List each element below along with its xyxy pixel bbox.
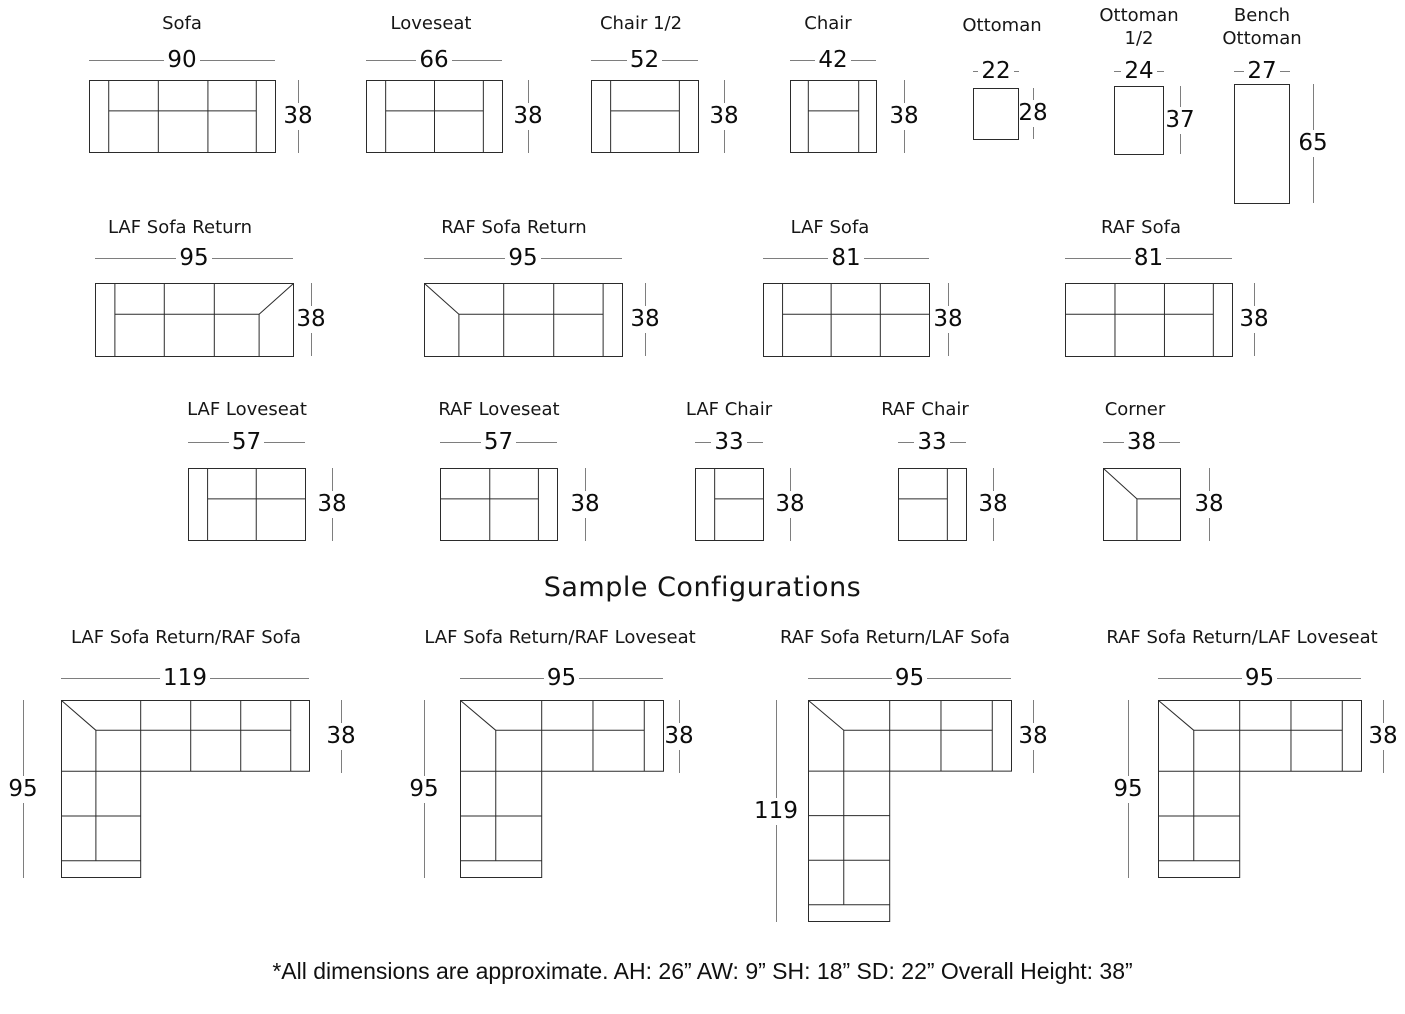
width-dimension (973, 58, 1019, 84)
dimension-line (1128, 803, 1129, 879)
dimension-line (298, 80, 299, 103)
dimension-line (528, 80, 529, 103)
depth-dimension (294, 283, 328, 356)
dimension-line (679, 750, 680, 773)
dimension-line (790, 60, 815, 61)
dimension-line (440, 442, 481, 443)
configuration-title: LAF Sofa Return/RAF Loveseat (424, 627, 696, 648)
piece-title: Corner (1104, 399, 1166, 420)
width-value: 38 (1126, 428, 1157, 455)
dimension-line (332, 518, 333, 541)
width-value: 95 (546, 664, 577, 691)
dimension-line (993, 468, 994, 491)
width-dimension (1114, 58, 1164, 84)
dimension-line (776, 825, 777, 923)
depth-dimension (976, 468, 1010, 541)
width-value: 95 (1244, 664, 1275, 691)
dimension-line (61, 678, 160, 679)
depth-dimension (1163, 86, 1197, 154)
depth-value: 38 (1194, 491, 1224, 517)
piece-title: Chair (804, 13, 852, 34)
dimension-line (585, 468, 586, 491)
depth-dimension (1296, 84, 1330, 203)
width-dimension (1065, 245, 1232, 271)
dimension-line (790, 468, 791, 491)
raf-chair-topview-drawing (898, 468, 967, 541)
dimension-line (747, 442, 763, 443)
depth-value: 28 (1018, 100, 1048, 126)
dimension-line (23, 700, 24, 776)
width-value: 95 (179, 244, 209, 271)
depth-value: 38 (889, 103, 919, 129)
depth-dimension (1237, 283, 1271, 356)
width-dimension (591, 47, 698, 73)
dimension-line (341, 750, 342, 773)
sectional-topview-drawing (460, 700, 664, 878)
depth-dimension (1192, 468, 1226, 541)
piece-title: LAF Chair (685, 399, 773, 420)
dimension-line (1157, 71, 1164, 72)
dimensions-footnote: *All dimensions are approximate. AH: 26” AW: 9” SH: 18” SD: 22” Overall Height: 38” (272, 958, 1133, 984)
depth-value: 38 (978, 491, 1008, 517)
dimension-line (904, 80, 905, 103)
sectional-topview-drawing (61, 700, 310, 878)
corner-topview-drawing (1103, 468, 1181, 541)
width-dimension (1234, 58, 1290, 84)
width-dimension (808, 665, 1011, 691)
dimension-line (460, 678, 544, 679)
piece-title: LAF Loveseat (187, 399, 307, 420)
dimension-line (1103, 442, 1124, 443)
dimension-line (188, 442, 229, 443)
width-dimension (1103, 429, 1180, 455)
configuration-title: RAF Sofa Return/LAF Sofa (779, 627, 1011, 648)
depth-value: 38 (317, 491, 347, 517)
depth-dimension (1016, 88, 1050, 139)
depth-value: 65 (1298, 130, 1328, 156)
piece-title: Loveseat (390, 13, 472, 34)
depth-value: 38 (933, 306, 963, 332)
dimension-line (311, 333, 312, 356)
depth-dimension (281, 80, 315, 153)
dimension-line (1033, 127, 1034, 139)
dimension-line (1065, 258, 1131, 259)
dimension-line (95, 258, 176, 259)
dimension-line (763, 258, 828, 259)
raf-sofa-return-topview-drawing (424, 283, 623, 357)
height-dimension (754, 700, 798, 922)
dimension-line (516, 442, 557, 443)
piece-title: Chair 1/2 (599, 13, 683, 34)
configuration-title: RAF Sofa Return/LAF Loveseat (1106, 627, 1378, 648)
laf-sofa-topview-drawing (763, 283, 930, 357)
piece-title: LAF Sofa Return (107, 217, 253, 238)
dimension-line (1180, 134, 1181, 155)
dimension-line (1234, 71, 1244, 72)
depth-value: 38 (1239, 306, 1269, 332)
width-value: 42 (818, 46, 848, 73)
dimension-line (212, 258, 293, 259)
dimension-line (950, 442, 966, 443)
dimension-line (1159, 442, 1180, 443)
height-value: 95 (1113, 775, 1143, 802)
depth-value: 38 (1018, 723, 1048, 749)
dimension-line (679, 700, 680, 723)
depth-value: 38 (296, 306, 326, 332)
width-dimension (790, 47, 876, 73)
dimension-line (585, 518, 586, 541)
width-value: 57 (483, 428, 514, 455)
depth-value: 38 (283, 103, 313, 129)
width-value: 57 (231, 428, 262, 455)
dimension-line (1280, 71, 1290, 72)
dimension-line (591, 60, 627, 61)
dimension-line (452, 60, 502, 61)
dimension-line (579, 678, 663, 679)
width-value: 33 (714, 428, 744, 455)
width-dimension (1158, 665, 1361, 691)
width-value: 27 (1247, 57, 1277, 84)
width-dimension (61, 665, 309, 691)
width-value: 52 (629, 46, 660, 73)
sectional-topview-drawing (808, 700, 1012, 922)
width-dimension (89, 47, 275, 73)
piece-title: Bench Ottoman (1222, 5, 1302, 49)
dimension-line (1209, 468, 1210, 491)
width-dimension (95, 245, 293, 271)
dimension-line (1158, 678, 1242, 679)
width-value: 66 (419, 46, 449, 73)
dimension-line (341, 700, 342, 723)
dimension-line (1033, 750, 1034, 773)
dimension-line (776, 700, 777, 798)
depth-dimension (662, 700, 696, 773)
width-value: 81 (831, 244, 861, 271)
raf-sofa-topview-drawing (1065, 283, 1233, 357)
piece-title: Ottoman (962, 15, 1042, 36)
sample-configurations-heading: Sample Configurations (543, 572, 862, 603)
depth-dimension (511, 80, 545, 153)
dimension-line (23, 803, 24, 879)
dimension-line (1277, 678, 1361, 679)
loveseat-topview-drawing (366, 80, 503, 153)
width-value: 95 (894, 664, 925, 691)
dimension-line (366, 60, 416, 61)
depth-value: 37 (1165, 106, 1195, 133)
dimension-line (89, 60, 164, 61)
depth-dimension (568, 468, 602, 541)
dimension-line (695, 442, 711, 443)
depth-dimension (315, 468, 349, 541)
depth-dimension (773, 468, 807, 541)
dimension-line (424, 258, 505, 259)
dimension-line (898, 442, 914, 443)
dimension-line (948, 333, 949, 356)
ottoman-half-topview-drawing (1114, 86, 1164, 155)
dimension-line (993, 518, 994, 541)
dimension-line (1180, 86, 1181, 107)
width-dimension (366, 47, 502, 73)
depth-dimension (931, 283, 965, 356)
piece-title: RAF Sofa Return (441, 217, 587, 238)
width-dimension (440, 429, 557, 455)
dimension-line (1313, 84, 1314, 130)
dimension-line (724, 80, 725, 103)
width-value: 81 (1133, 244, 1164, 271)
piece-title: Ottoman 1/2 (1099, 5, 1179, 49)
piece-title: LAF Sofa (790, 217, 870, 238)
depth-value: 38 (630, 306, 660, 332)
dimension-line (311, 283, 312, 306)
height-value: 95 (409, 775, 439, 802)
depth-dimension (707, 80, 741, 153)
width-dimension (695, 429, 763, 455)
dimension-line (1254, 283, 1255, 306)
dimension-line (200, 60, 275, 61)
laf-sofa-return-topview-drawing (95, 283, 294, 357)
width-dimension (188, 429, 305, 455)
width-dimension (763, 245, 929, 271)
dimension-line (1033, 88, 1034, 100)
dimension-line (332, 468, 333, 491)
chair-topview-drawing (790, 80, 877, 153)
raf-loveseat-topview-drawing (440, 468, 558, 541)
dimension-line (864, 258, 929, 259)
dimension-line (662, 60, 698, 61)
width-dimension (460, 665, 663, 691)
dimension-line (528, 130, 529, 153)
dimension-line (424, 700, 425, 776)
depth-value: 38 (570, 491, 600, 517)
dimension-line (645, 333, 646, 356)
width-dimension (424, 245, 622, 271)
dimension-line (1383, 700, 1384, 723)
dimension-line (1114, 71, 1121, 72)
width-value: 33 (917, 428, 947, 455)
depth-dimension (628, 283, 662, 356)
height-dimension (1111, 700, 1145, 878)
bench-ottoman-topview-drawing (1234, 84, 1290, 204)
depth-dimension (1366, 700, 1400, 773)
laf-chair-topview-drawing (695, 468, 764, 541)
depth-dimension (1016, 700, 1050, 773)
configuration-title: LAF Sofa Return/RAF Sofa (70, 627, 302, 648)
dimension-line (645, 283, 646, 306)
dimension-line (851, 60, 876, 61)
height-dimension (407, 700, 441, 878)
dimension-line (1166, 258, 1232, 259)
dimension-line (264, 442, 305, 443)
dimension-line (1033, 700, 1034, 723)
piece-title: RAF Loveseat (438, 399, 560, 420)
height-value: 119 (754, 797, 798, 824)
depth-value: 38 (1368, 723, 1398, 749)
piece-title: Sofa (162, 13, 202, 34)
depth-dimension (887, 80, 921, 153)
sofa-topview-drawing (89, 80, 276, 153)
depth-dimension (324, 700, 358, 773)
dimension-line (1014, 71, 1019, 72)
dimension-line (1254, 333, 1255, 356)
width-dimension (898, 429, 966, 455)
piece-title: RAF Sofa (1101, 217, 1181, 238)
depth-value: 38 (775, 491, 805, 517)
ottoman-topview-drawing (973, 88, 1019, 140)
dimension-line (790, 518, 791, 541)
depth-value: 38 (513, 103, 543, 129)
dimension-line (948, 283, 949, 306)
laf-loveseat-topview-drawing (188, 468, 306, 541)
width-value: 95 (508, 244, 538, 271)
chair-half-topview-drawing (591, 80, 699, 153)
dimension-line (1383, 750, 1384, 773)
dimension-line (724, 130, 725, 153)
dimension-line (424, 803, 425, 879)
dimension-line (1128, 700, 1129, 776)
dimension-line (210, 678, 309, 679)
piece-title: RAF Chair (881, 399, 969, 420)
depth-value: 38 (709, 103, 739, 129)
width-value: 90 (167, 46, 197, 73)
height-value: 95 (8, 775, 38, 802)
dimension-line (541, 258, 622, 259)
dimension-line (808, 678, 892, 679)
height-dimension (6, 700, 40, 878)
width-value: 22 (981, 57, 1011, 84)
dimension-line (1313, 157, 1314, 203)
width-value: 119 (163, 664, 207, 691)
depth-value: 38 (326, 723, 356, 749)
dimension-line (1209, 518, 1210, 541)
depth-value: 38 (664, 723, 694, 749)
dimension-line (298, 130, 299, 153)
width-value: 24 (1124, 57, 1154, 84)
dimension-line (927, 678, 1011, 679)
dimension-line (904, 130, 905, 153)
sectional-topview-drawing (1158, 700, 1362, 878)
